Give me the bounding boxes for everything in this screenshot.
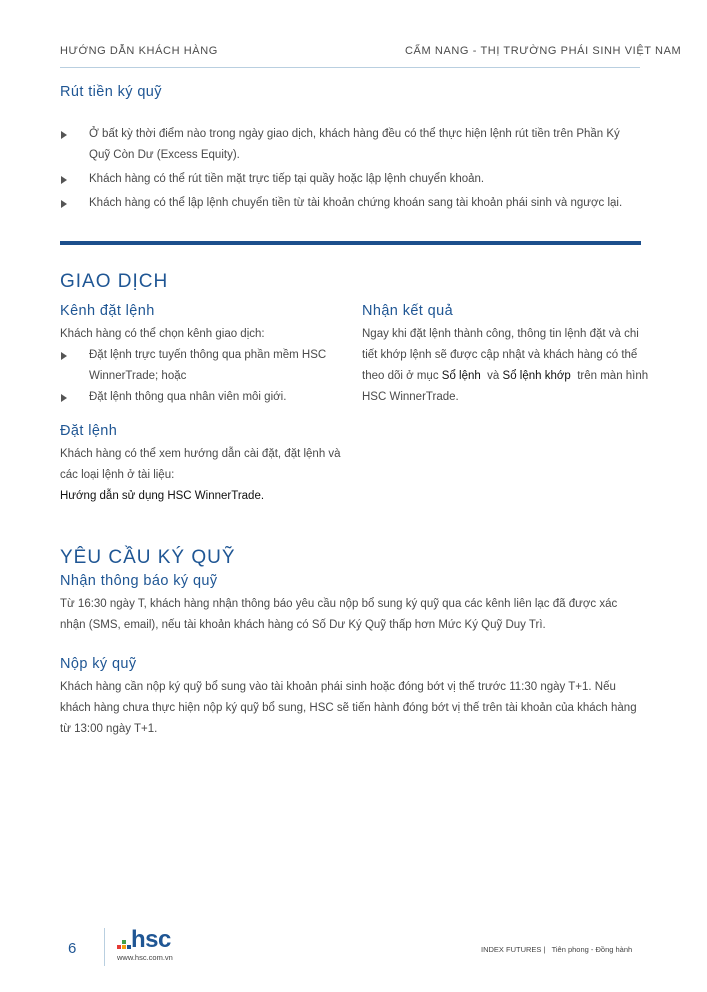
list-item-text: Đặt lệnh thông qua nhân viên môi giới. xyxy=(89,391,287,403)
channel-intro: Khách hàng có thể chọn kênh giao dịch: xyxy=(60,328,265,340)
winnertrade-guide-link[interactable]: Hướng dẫn sử dụng HSC WinnerTrade. xyxy=(60,490,265,502)
header-rule xyxy=(60,67,640,68)
bullet-triangle-icon xyxy=(61,200,67,208)
result-text xyxy=(362,324,654,408)
footer-tagline: INDEX FUTURES | Tiên phong - Đồng hành xyxy=(481,945,633,954)
list-item-text: Đặt lệnh trực tuyến thông qua phần mềm HSC WinnerTrade; hoặc xyxy=(89,349,327,382)
margin-section-title: YÊU CẦU KÝ QUỸ xyxy=(60,547,236,568)
margin-notice-text: Từ 16:30 ngày T, khách hàng nhận thông báo yêu cầu nộp bổ sung ký quỹ qua các kênh liên lạc đã được xác nhận (SMS, email), nếu tài khoản khách hàng có Số Dư Ký Quỹ thấp hơn Mức Ký Quỹ Duy Trì. xyxy=(60,598,618,631)
trading-section-title: GIAO DỊCH xyxy=(60,271,169,292)
website-url: www.hsc.com.vn xyxy=(117,953,173,962)
page-number: 6 xyxy=(68,940,77,957)
logo-text: hsc xyxy=(131,926,171,953)
result-title: Nhận kết quả xyxy=(362,303,454,319)
list-item-text: Ở bất kỳ thời điểm nào trong ngày giao dịch, khách hàng đều có thể thực hiện lệnh rút tiền trên Phần Ký Quỹ Còn Dư (Excess Equity). xyxy=(89,128,620,161)
bullet-triangle-icon xyxy=(61,131,67,139)
header-right: CẨM NANG - THỊ TRƯỜNG PHÁI SINH VIỆT NAM xyxy=(405,45,682,57)
list-item xyxy=(61,124,641,166)
margin-deposit-text: Khách hàng cần nộp ký quỹ bổ sung vào tài khoản phái sinh hoặc đóng bớt vị thế trước 11:30 ngày T+1. Nếu khách hàng chưa thực hiện nộp ký quỹ bổ sung, HSC sẽ tiến hành đóng bớt vị thế trên tài khoản của khách hàng từ 13:00 ngày T+1. xyxy=(60,681,637,735)
place-order-title: Đặt lệnh xyxy=(60,423,118,439)
result-text-part: Ngay khi đặt lệnh thành công, thông tin lệnh đặt và chi tiết khớp lệnh sẽ được cập nhật và khách hàng có thể theo dõi ở mục xyxy=(362,328,639,382)
withdraw-title: Rút tiền ký quỹ xyxy=(60,84,162,100)
channel-list xyxy=(61,345,350,408)
bullet-triangle-icon xyxy=(61,394,67,402)
hsc-logo xyxy=(117,928,173,962)
order-book-term: Sổ lệnh xyxy=(441,370,481,382)
withdraw-list xyxy=(61,124,641,214)
channel-title: Kênh đặt lệnh xyxy=(60,303,155,319)
list-item-text: Khách hàng có thể rút tiền mặt trực tiếp tại quầy hoặc lập lệnh chuyển khoản. xyxy=(89,173,485,185)
bullet-triangle-icon xyxy=(61,176,67,184)
logo-dots-icon xyxy=(117,928,131,952)
bullet-triangle-icon xyxy=(61,352,67,360)
matched-order-book-term: Sổ lệnh khớp xyxy=(502,370,571,382)
list-item-text: Khách hàng có thể lập lệnh chuyển tiền từ tài khoản chứng khoán sang tài khoản phái sinh và ngược lại. xyxy=(89,197,623,209)
result-text-part: trên màn hình HSC WinnerTrade. xyxy=(362,370,652,403)
margin-notice-title: Nhận thông báo ký quỹ xyxy=(60,573,218,589)
section-divider xyxy=(60,241,641,245)
footer-divider xyxy=(104,928,105,966)
place-order-desc: Khách hàng có thể xem hướng dẫn cài đặt, đặt lệnh và các loại lệnh ở tài liệu: xyxy=(60,448,341,481)
list-item xyxy=(61,193,641,214)
list-item xyxy=(61,345,350,387)
list-item xyxy=(61,169,641,190)
margin-deposit-title: Nộp ký quỹ xyxy=(60,656,137,672)
logo-wordmark xyxy=(117,928,173,952)
result-text-part: và xyxy=(480,370,503,382)
place-order-text xyxy=(60,444,352,507)
list-item xyxy=(61,387,350,408)
header-left: HƯỚNG DẪN KHÁCH HÀNG xyxy=(60,45,218,57)
